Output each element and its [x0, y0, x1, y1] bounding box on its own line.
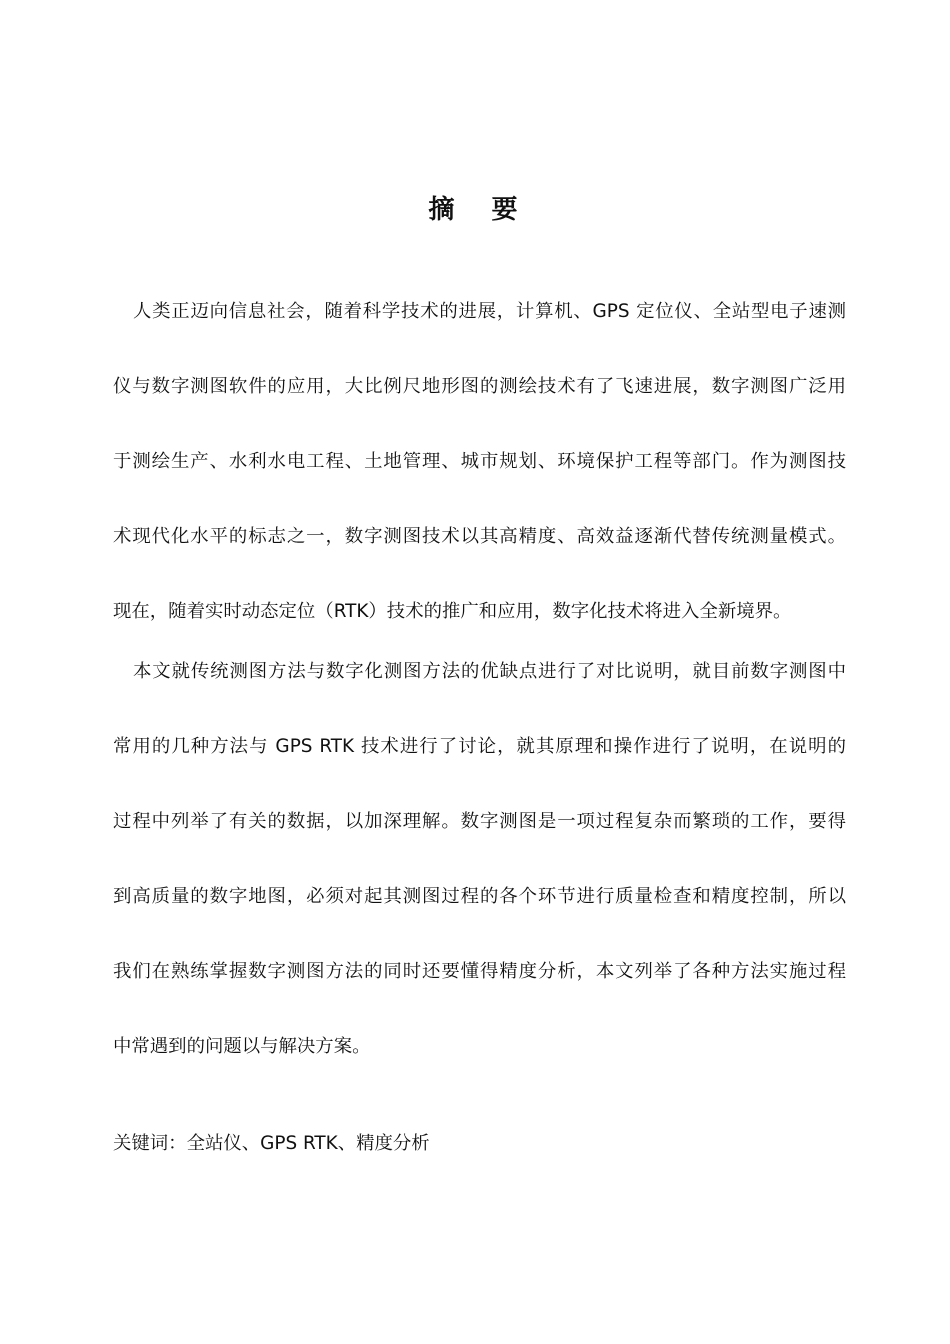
- keywords-line: 关键词：全站仪、GPS RTK、精度分析: [113, 1133, 430, 1154]
- paragraph-line: 过程中列举了有关的数据，以加深理解。数字测图是一项过程复杂而繁琐的工作，要得: [113, 811, 846, 832]
- paragraph-line: 常用的几种方法与 GPS RTK 技术进行了讨论，就其原理和操作进行了说明，在说明的: [113, 736, 846, 757]
- paragraph-line: 我们在熟练掌握数字测图方法的同时还要懂得精度分析，本文列举了各种方法实施过程: [113, 961, 846, 982]
- paragraph-line: 到高质量的数字地图，必须对起其测图过程的各个环节进行质量检查和精度控制，所以: [113, 886, 846, 907]
- paragraph-line: 人类正迈向信息社会，随着科学技术的进展，计算机、GPS 定位仪、全站型电子速测: [133, 301, 846, 322]
- paragraph-line: 本文就传统测图方法与数字化测图方法的优缺点进行了对比说明，就目前数字测图中: [133, 661, 846, 682]
- paragraph-line: 于测绘生产、水利水电工程、土地管理、城市规划、环境保护工程等部门。作为测图技: [113, 451, 846, 472]
- paragraph-line: 中常遇到的问题以与解决方案。: [113, 1036, 371, 1057]
- abstract-paragraph-2: [113, 634, 846, 1084]
- paragraph-line: 现在，随着实时动态定位（RTK）技术的推广和应用，数字化技术将进入全新境界。: [113, 601, 792, 622]
- abstract-paragraph-1: [113, 274, 846, 649]
- abstract-title: 摘 要: [428, 195, 532, 225]
- paragraph-line: 仪与数字测图软件的应用，大比例尺地形图的测绘技术有了飞速进展，数字测图广泛用: [113, 376, 846, 397]
- paragraph-line: 术现代化水平的标志之一，数字测图技术以其高精度、高效益逐渐代替传统测量模式。: [113, 526, 846, 547]
